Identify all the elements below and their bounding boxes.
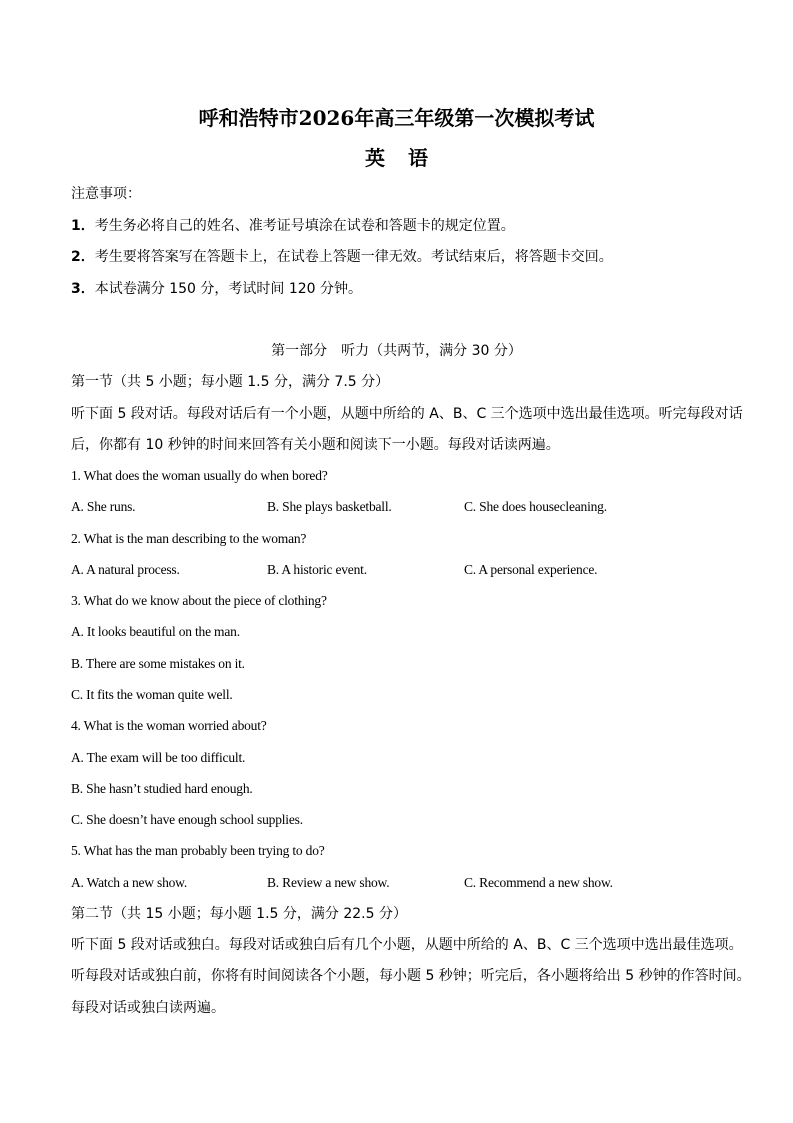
option-a: A. It looks beautiful on the man. xyxy=(71,624,240,639)
section2-instructions: 听下面 5 段对话或独白。每段对话或独白后有几个小题，从题中所给的 A、B、C 三个选项中选出最佳选项。 xyxy=(71,937,743,953)
notice-item-number: 3． xyxy=(71,281,95,297)
question-1: 1. What does the woman usually do when bored? xyxy=(71,468,328,483)
question-3: 3. What do we know about the piece of clothing? xyxy=(71,593,327,608)
option-a: A. Watch a new show. xyxy=(71,875,188,890)
option-a: A. A natural process. xyxy=(71,562,180,577)
notice-item xyxy=(71,247,613,267)
question-2: 2. What is the man describing to the woman? xyxy=(71,531,307,546)
option-a: A. The exam will be too difficult. xyxy=(71,750,246,765)
option-c: C. It fits the woman quite well. xyxy=(71,687,233,702)
notice-item-text: 考生要将答案写在答题卡上，在试卷上答题一律无效。考试结束后，将答题卡交回。 xyxy=(94,249,613,265)
option-c: C. A personal experience. xyxy=(464,562,598,577)
option-b: B. A historic event. xyxy=(267,562,367,577)
section2-heading: 第二节（共 15 小题；每小题 1.5 分，满分 22.5 分） xyxy=(71,906,407,922)
part1-heading: 第一部分 听力（共两节，满分 30 分） xyxy=(271,343,522,359)
section1-instructions: 后，你都有 10 秒钟的时间来回答有关小题和阅读下一小题。每段对话读两遍。 xyxy=(71,437,560,453)
exam-title: 呼和浩特市2026年高三年级第一次模拟考试 xyxy=(198,106,595,130)
notice-heading: 注意事项： xyxy=(71,186,141,202)
notice-item-text: 本试卷满分 150 分，考试时间 120 分钟。 xyxy=(94,281,362,297)
notice-item-number: 1． xyxy=(71,218,95,234)
option-a: A. She runs. xyxy=(71,499,136,514)
option-b: B. There are some mistakes on it. xyxy=(71,656,245,671)
option-b: B. She plays basketball. xyxy=(267,499,392,514)
exam-subject: 英 语 xyxy=(365,146,428,170)
notice-item xyxy=(71,216,515,236)
option-c: C. She does housecleaning. xyxy=(464,499,607,514)
question-4: 4. What is the woman worried about? xyxy=(71,718,267,733)
option-b: B. She hasn’t studied hard enough. xyxy=(71,781,253,796)
section1-heading: 第一节（共 5 小题；每小题 1.5 分，满分 7.5 分） xyxy=(71,374,390,390)
notice-item-text: 考生务必将自己的姓名、准考证号填涂在试卷和答题卡的规定位置。 xyxy=(94,218,515,234)
option-c: C. Recommend a new show. xyxy=(464,875,613,890)
section2-instructions: 听每段对话或独白前，你将有时间阅读各个小题，每小题 5 秒钟；听完后，各小题将给出 5 秒钟的作答时间。 xyxy=(71,968,751,984)
notice-item-number: 2． xyxy=(71,249,95,265)
question-5: 5. What has the man probably been trying to do? xyxy=(71,843,325,858)
option-b: B. Review a new show. xyxy=(267,875,390,890)
option-c: C. She doesn’t have enough school supplies. xyxy=(71,812,303,827)
section2-instructions: 每段对话或独白读两遍。 xyxy=(71,1000,225,1016)
section1-instructions: 听下面 5 段对话。每段对话后有一个小题，从题中所给的 A、B、C 三个选项中选出最佳选项。听完每段对话 xyxy=(71,406,743,422)
notice-item xyxy=(71,279,362,299)
